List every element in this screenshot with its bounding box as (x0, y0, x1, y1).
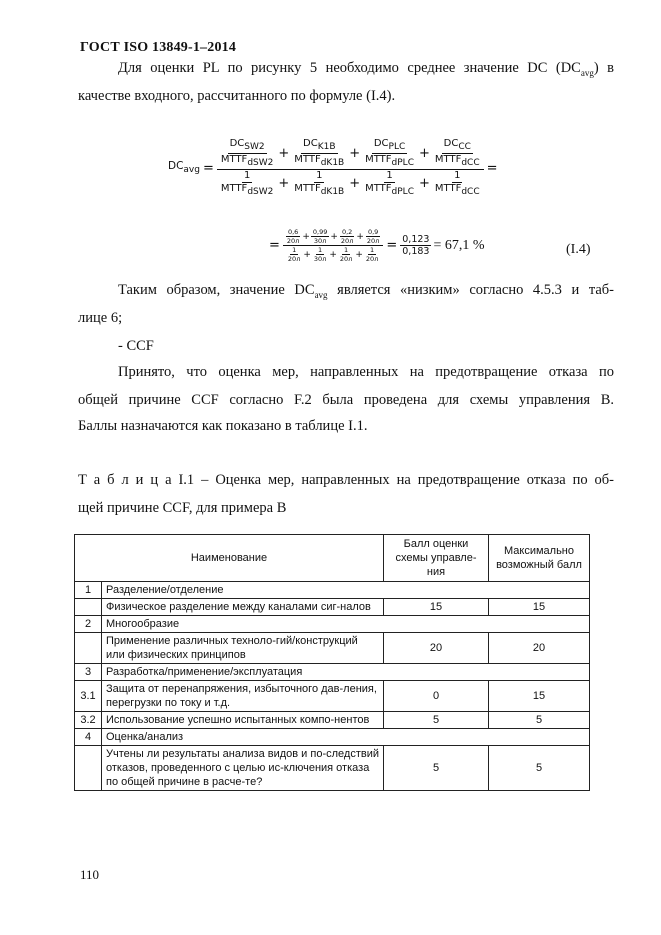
table-row (75, 712, 590, 729)
formula-result: = 67,1 % (433, 237, 485, 253)
subscript: avg (314, 289, 328, 300)
table-section-row (75, 664, 590, 681)
table-section-row (75, 616, 590, 633)
formula-lhs: $DC_{avg}$ (168, 160, 200, 176)
equals-sign: = (486, 160, 498, 176)
table-header-row (75, 535, 590, 582)
formula-dcavg (168, 138, 501, 198)
row-number (75, 599, 102, 616)
row-score: 20 (384, 633, 489, 664)
equals-sign: = (202, 160, 214, 176)
row-name: Учтены ли результаты анализа видов и по-следствий отказов, проведенного с целью ис-ключения отказа по общей причине в расче-те? (102, 746, 384, 791)
table-section-row (75, 729, 590, 746)
ccf-score-table (74, 534, 590, 791)
column-header-max: Максимально возможный балл (489, 535, 590, 582)
row-name: Использование успешно испытанных компо-нентов (102, 712, 384, 729)
list-item-ccf: - CCF (118, 338, 154, 354)
formula-numeric-fraction: $\frac{0,6}{20л}$ + $\frac{0,99}{30л}$ + $\frac{0,2}{20л}$ + $\frac{0,9}{20л}$ $\frac{1}{20л}$ + $\frac{1}{30л}$ + $\frac{1}{20л}$ + $\frac{1}{20л}$ (283, 228, 383, 263)
table-row (75, 681, 590, 712)
term-1: $\frac{DC_{SW2}}{MTTF_{dSW2}}$ (220, 138, 274, 168)
paragraph-ccf-line1: Принято, что оценка мер, направленных на предотвращение отказа по (118, 364, 614, 380)
term-3: $\frac{DC_{PLC}}{MTTF_{dPLC}}$ (365, 138, 414, 168)
row-number (75, 633, 102, 664)
table-row (75, 633, 590, 664)
text-span: ) в (593, 60, 614, 76)
column-header-name: Наименование (75, 535, 384, 582)
row-number: 3.2 (75, 712, 102, 729)
row-max-score: 5 (489, 712, 590, 729)
formula-number: (I.4) (566, 242, 591, 257)
page-number: 110 (80, 867, 100, 882)
row-name: Применение различных техноло-гий/конструкций или физических принципов (102, 633, 384, 664)
section-title: Разработка/применение/эксплуатация (102, 664, 590, 681)
row-name: Физическое разделение между каналами сиг-налов (102, 599, 384, 616)
text-span: Таким образом, значение DC (118, 282, 315, 298)
row-score: 15 (384, 599, 489, 616)
table-row (75, 599, 590, 616)
row-number: 4 (75, 729, 102, 746)
row-score: 5 (384, 712, 489, 729)
term-4: $\frac{DC_{CC}}{MTTF_{dCC}}$ (434, 138, 480, 168)
section-title: Оценка/анализ (102, 729, 590, 746)
paragraph-ccf-line3: Баллы назначаются как показано в таблице I.1. (78, 418, 368, 434)
row-max-score: 15 (489, 681, 590, 712)
subscript: avg (580, 67, 594, 78)
formula-denominator: $\frac{1}{MTTF_{dSW2}}$ + $\frac{1}{MTTF_{dK1B}}$ + $\frac{1}{MTTF_{dPLC}}$ + $\frac{1}{MTTF_{dCC}}$ (220, 170, 480, 197)
formula-ratio: $\frac{0,123}{0,183}$ (402, 234, 430, 257)
row-max-score: 20 (489, 633, 590, 664)
formula-main-fraction (217, 138, 484, 198)
row-name: Защита от перенапряжения, избыточного дав-ления, перегрузки по току и т.д. (102, 681, 384, 712)
row-number (75, 746, 102, 791)
section-title: Разделение/отделение (102, 582, 590, 599)
table-section-row (75, 582, 590, 599)
row-number: 3 (75, 664, 102, 681)
paragraph-ccf-line2: общей причине CCF согласно F.2 была проведена для схемы управления В. (78, 392, 614, 408)
formula-numeric: = $\frac{0,6}{20л}$ + $\frac{0,99}{30л}$ + $\frac{0,2}{20л}$ + $\frac{0,9}{20л}$ $\frac{1}{20л}$ + $\frac{1}{30л}$ + $\frac{1}{20л}$ + $\frac{1}{20л}$ = $\frac{0,123}{0,183}$ = 67,1 % (269, 228, 485, 263)
row-number: 1 (75, 582, 102, 599)
text-span: Для оценки PL по рисунку 5 необходимо среднее значение DC (DC (118, 60, 581, 76)
table-caption-line2: щей причине CCF, для примера В (78, 500, 287, 516)
row-number: 2 (75, 616, 102, 633)
row-number: 3.1 (75, 681, 102, 712)
section-title: Многообразие (102, 616, 590, 633)
row-score: 0 (384, 681, 489, 712)
column-header-score: Балл оценки схемы управле-ния (384, 535, 489, 582)
paragraph-intro-line2: качестве входного, рассчитанного по формуле (I.4). (78, 88, 396, 104)
paragraph-conclusion-line2: лице 6; (78, 310, 123, 326)
row-max-score: 15 (489, 599, 590, 616)
formula-numerator: $\frac{DC_{SW2}}{MTTF_{dSW2}}$ + $\frac{DC_{K1B}}{MTTF_{dK1B}}$ + $\frac{DC_{PLC}}{MTTF_{dPLC}}$ + $\frac{DC_{CC}}{MTTF_{dCC}}$ (217, 138, 484, 170)
document-header: ГОСТ ISO 13849-1–2014 (80, 40, 237, 55)
text-span: является «низким» согласно 4.5.3 и таб- (327, 282, 614, 298)
table-caption-line1: Т а б л и ц а I.1 – Оценка мер, направленных на предотвращение отказа по об- (78, 472, 614, 488)
row-max-score: 5 (489, 746, 590, 791)
term-2: $\frac{DC_{K1B}}{MTTF_{dK1B}}$ (294, 138, 345, 168)
row-score: 5 (384, 746, 489, 791)
table-row (75, 746, 590, 791)
